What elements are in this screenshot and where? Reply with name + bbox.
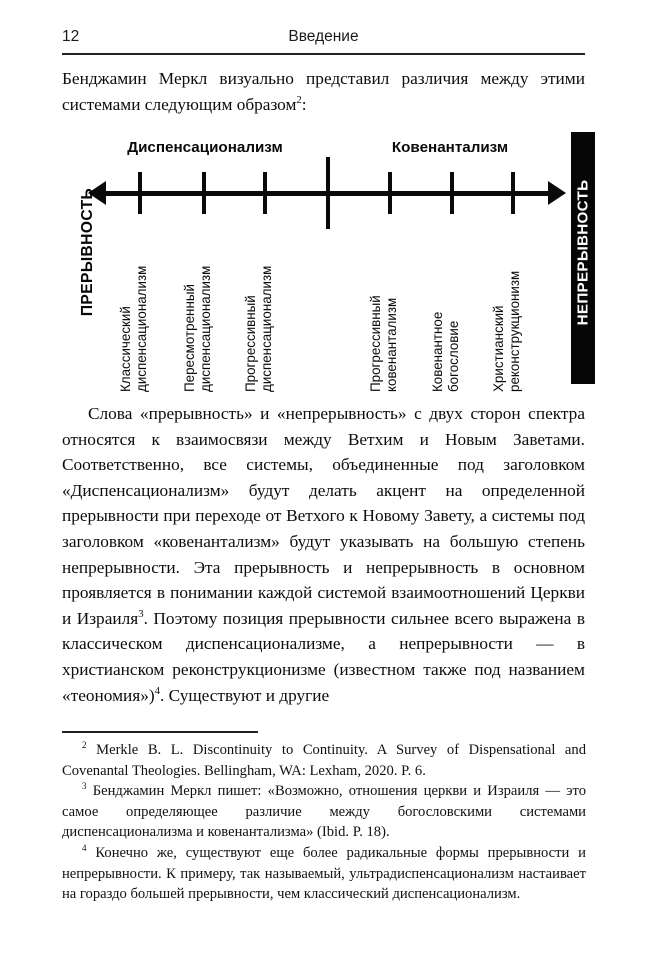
footnote-text: Конечно же, существуют еще более радикальные формы прерывности и непрерывности. К примеру, так называемый, ультрадиспенсационализм настаивает на гораздо большей прерывности, чем классический диспенсационализм. bbox=[62, 844, 586, 903]
chapter-title: Введение bbox=[288, 28, 359, 45]
node-label-line1: Классический bbox=[118, 306, 133, 392]
main-paragraph-part2: . Поэтому позиция прерывности сильнее всего выражена в классическом диспенсационализме, а непрерывности — в христианском реконструкционизме (известном также под названием «теономия») bbox=[62, 608, 586, 705]
node-label-line2: диспенсационализм bbox=[134, 265, 149, 392]
node-label bbox=[118, 222, 154, 392]
footnote-text: Merkle B. L. Discontinuity to Continuity. A Survey of Dispensational and Covenantal Theologies. Bellingham, WA: Lexham, 2020. P. 6. bbox=[62, 742, 587, 779]
arrow-right-icon bbox=[548, 181, 566, 205]
node-label-line2: диспенсационализм bbox=[198, 265, 213, 392]
node-label-line1: Ковенантное bbox=[430, 311, 445, 392]
axis-divider-tick bbox=[326, 157, 330, 229]
node-label-line1: Христианский bbox=[491, 305, 506, 392]
main-paragraph-part1: Слова «прерывность» и «непрерывность» с двух сторон спектра относятся к взаимосвязи между Ветхим и Новым Заветами. Соответственно, все системы, объединенные под заголовком «Диспенсационализм» будут делать акцент на определенной прерывности при переходе от Ветхого к Новому Завету, а системы под заголовком «ковенантализм» будут указывать на большую степень непрерывности. Эта прерывность и непрерывность в основном проявляется в понимании каждой системой взаимоотношений Церкви и Израиля bbox=[62, 404, 585, 628]
node-label-line2: диспенсационализм bbox=[259, 265, 274, 392]
main-paragraph-part3: . Существуют и другие bbox=[159, 685, 330, 705]
node-label bbox=[430, 222, 466, 392]
footnote-marker-4[interactable]: 4 bbox=[154, 684, 160, 697]
footnote-marker-3[interactable]: 3 bbox=[138, 607, 144, 620]
node-label bbox=[182, 222, 218, 392]
running-head-rule bbox=[62, 53, 585, 55]
pole-label-continuity bbox=[571, 132, 595, 384]
footnote-number: 3 bbox=[82, 781, 87, 792]
footnote-number: 2 bbox=[82, 740, 87, 751]
node-label bbox=[491, 222, 527, 392]
running-head bbox=[62, 28, 585, 52]
node-label-line1: Прогрессивный bbox=[368, 295, 383, 392]
footnote-separator bbox=[62, 731, 258, 733]
axis-tick bbox=[263, 172, 267, 214]
node-label bbox=[243, 222, 279, 392]
footnote-list bbox=[62, 740, 586, 905]
footnote-item bbox=[62, 740, 586, 781]
node-label-line2: богословие bbox=[446, 320, 461, 392]
pole-label-discontinuity bbox=[72, 132, 104, 387]
axis-tick bbox=[450, 172, 454, 214]
footnote-item bbox=[62, 781, 586, 843]
footnote-number: 4 bbox=[82, 843, 87, 854]
spectrum-axis-line bbox=[104, 191, 556, 196]
axis-tick bbox=[388, 172, 392, 214]
footnote-item bbox=[62, 843, 586, 905]
group-heading-dispensationalism: Диспенсационализм bbox=[127, 139, 283, 156]
spectrum-diagram bbox=[0, 126, 647, 398]
page-number: 12 bbox=[62, 28, 80, 45]
footnote-marker-2[interactable]: 2 bbox=[296, 93, 302, 106]
pole-label-discontinuity-text: ПРЕРЫВНОСТЬ bbox=[79, 187, 96, 317]
axis-tick bbox=[511, 172, 515, 214]
intro-paragraph-text: Бенджамин Меркл визуально представил различия между этими системами следующим образом bbox=[62, 69, 585, 114]
node-label-line2: реконструкционизм bbox=[507, 270, 522, 392]
axis-tick bbox=[138, 172, 142, 214]
node-label-line2: ковенантализм bbox=[384, 297, 399, 392]
node-label bbox=[368, 222, 404, 392]
node-label-line1: Пересмотренный bbox=[182, 284, 197, 392]
footnote-text: Бенджамин Меркл пишет: «Возможно, отношения церкви и Израиля — это самое определяющее различие между богословскими системами диспенсационализма и ковенантализма» (Ibid. P. 18). bbox=[62, 783, 586, 841]
axis-tick bbox=[202, 172, 206, 214]
node-label-line1: Прогрессивный bbox=[243, 295, 258, 392]
pole-label-continuity-text: НЕПРЕРЫВНОСТЬ bbox=[574, 179, 592, 326]
main-paragraph bbox=[62, 401, 585, 708]
intro-paragraph: Бенджамин Меркл визуально представил различия между этими системами следующим образом$^2$: bbox=[62, 69, 585, 114]
group-heading-covenantalism: Ковенантализм bbox=[391, 139, 509, 156]
